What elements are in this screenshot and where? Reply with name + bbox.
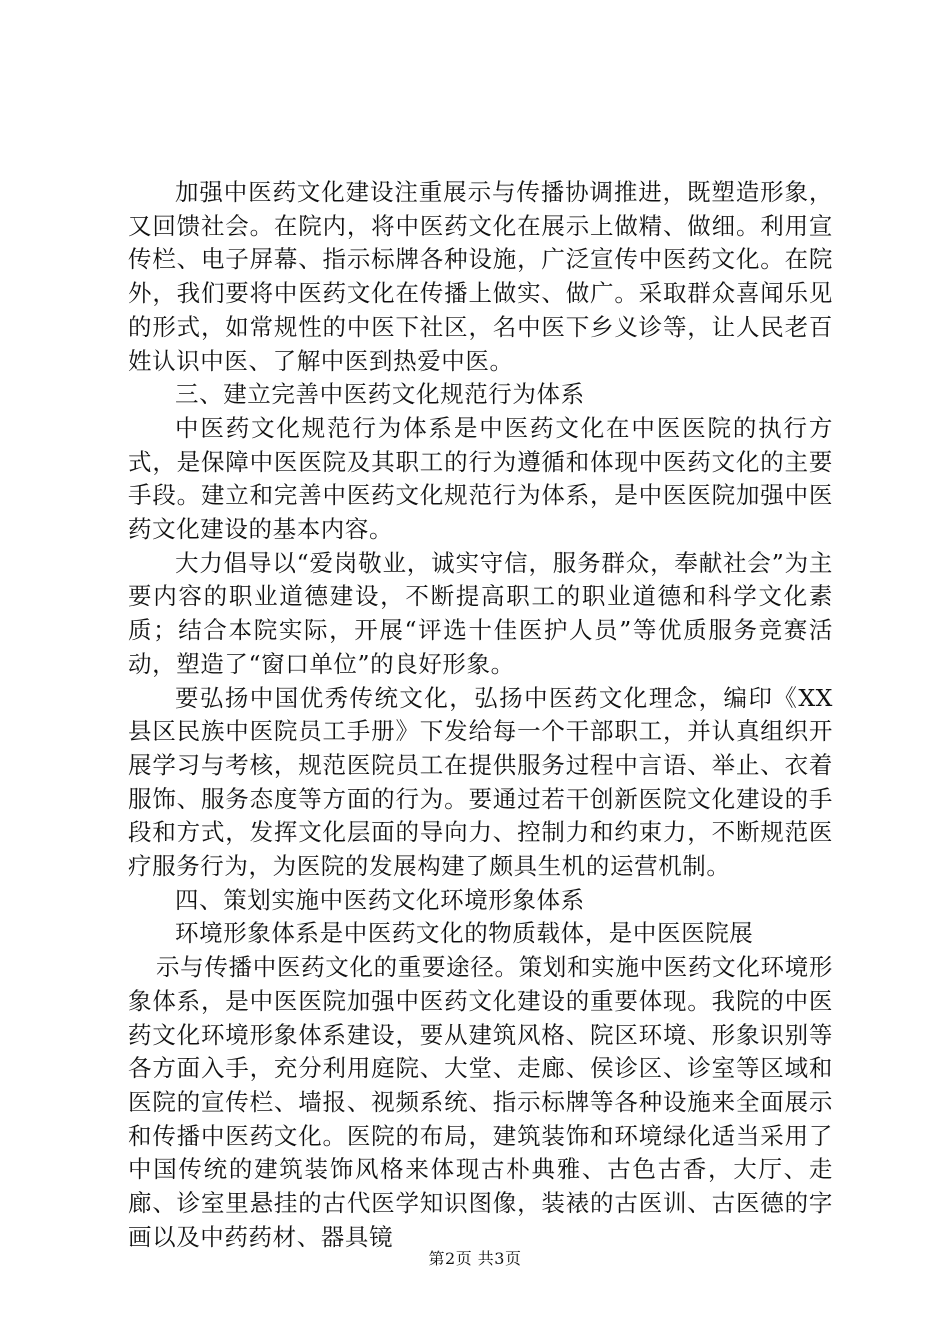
paragraph-environment-intro: 环境形象体系是中医药文化的物质载体，是中医医院展 — [175, 919, 754, 948]
paragraph-environment-system: 示与传播中医药文化的重要途径。策划和实施中医药文化环境形象体系，是中医医院加强中医药文化建设的重要体现。我院的中医药文化环境形象体系建设，要从建筑风格、院区环境、形象识别等各方面入手，充分利用庭院、大堂、走廊、侯诊区、诊室等区域和医院的宣传栏、墙报、视频系统、指示标牌等各种设施来全面展示和传播中医药文化。医院的布局，建筑装饰和环境绿化适当采用了中国传统的建筑装饰风格来体现古朴典雅、古色古香，大厅、走廊、诊室里悬挂的古代医学知识图像，装裱的古医训、古医德的字画以及中药药材、器具镜 — [128, 953, 833, 1251]
section-heading-three: 三、建立完善中医药文化规范行为体系 — [175, 380, 585, 409]
page-number-footer: 第2页 共3页 — [428, 1249, 522, 1268]
section-heading-four: 四、策划实施中医药文化环境形象体系 — [175, 885, 585, 914]
paragraph-professional-ethics: 大力倡导以“爱岗敬业，诚实守信，服务群众，奉献社会”为主要内容的职业道德建设，不断提高职工的职业道德和科学文化素质；结合本院实际，开展“评选十佳医护人员”等优质服务竞赛活动，塑造了“窗口单位”的良好形象。 — [128, 548, 833, 678]
paragraph-behavior-system: 中医药文化规范行为体系是中医药文化在中医医院的执行方式，是保障中医医院及其职工的行为遵循和体现中医药文化的主要手段。建立和完善中医药文化规范行为体系，是中医医院加强中医药文化建设的基本内容。 — [128, 413, 833, 544]
paragraph-staff-handbook: 要弘扬中国优秀传统文化，弘扬中医药文化理念，编印《XX县区民族中医院员工手册》下发给每一个干部职工，并认真组织开展学习与考核，规范医院员工在提供服务过程中言语、举止、衣着服饰、服务态度等方面的行为。要通过若干创新医院文化建设的手段和方式，发挥文化层面的导向力、控制力和约束力，不断规范医疗服务行为，为医院的发展构建了颇具生机的运营机制。 — [128, 683, 833, 881]
paragraph-culture-promotion: 加强中医药文化建设注重展示与传播协调推进，既塑造形象，又回馈社会。在院内，将中医药文化在展示上做精、做细。利用宣传栏、电子屏幕、指示标牌各种设施，广泛宣传中医药文化。在院外，我们要将中医药文化在传播上做实、做广。采取群众喜闻乐见的形式，如常规性的中医下社区，名中医下乡义诊等，让人民老百姓认识中医、了解中医到热爱中医。 — [128, 178, 833, 375]
document-body — [128, 176, 833, 1255]
